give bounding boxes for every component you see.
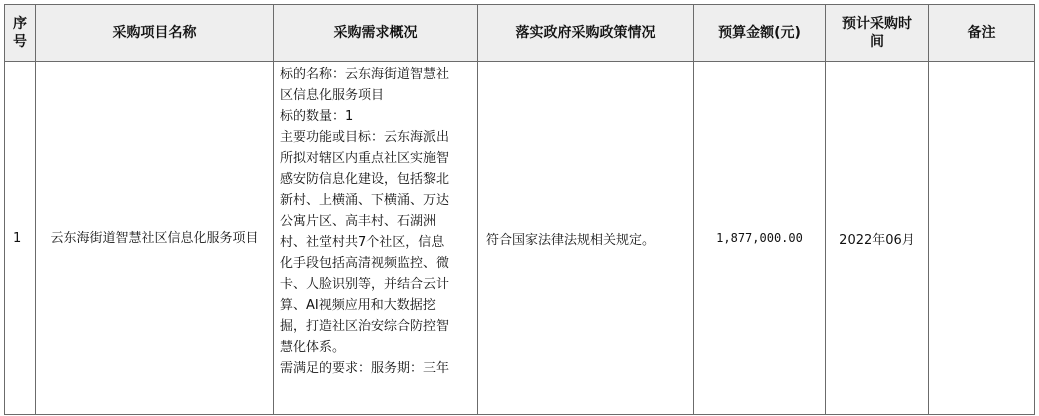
- requirement-line: 感安防信息化建设，包括黎北: [280, 172, 450, 187]
- requirement-line: 标的数量：1: [280, 109, 354, 124]
- requirement-line: 卡、人脸识别等，并结合云计: [280, 277, 450, 292]
- header-policy: 落实政府采购政策情况: [478, 5, 694, 62]
- requirement-line: 需满足的要求：服务期：三年: [280, 361, 450, 376]
- requirement-line: 所拟对辖区内重点社区实施智: [280, 151, 450, 166]
- requirement-line: 掘，打造社区治安综合防控智: [280, 319, 450, 334]
- header-seq: 序号: [5, 5, 36, 62]
- cell-project-name: 云东海街道智慧社区信息化服务项目: [36, 62, 274, 415]
- table-row: [5, 62, 1035, 415]
- procurement-plan-table: [4, 4, 1035, 415]
- header-planned-time: 预计采购时间: [826, 5, 929, 62]
- requirement-line: 主要功能或目标：云东海派出: [280, 130, 450, 145]
- cell-seq: 1: [5, 62, 36, 415]
- requirement-line: 公寓片区、高丰村、石湖洲: [280, 214, 437, 229]
- header-project-name: 采购项目名称: [36, 5, 274, 62]
- requirement-line: 标的名称：云东海街道智慧社: [280, 67, 450, 82]
- cell-budget: 1,877,000.00: [694, 62, 826, 415]
- requirement-line: 慧化体系。: [280, 340, 346, 355]
- requirement-line: 化手段包括高清视频监控、微: [280, 256, 450, 271]
- requirement-line: 新村、上横涌、下横涌、万达: [280, 193, 450, 208]
- requirement-line: 村、社堂村共7个社区，信息: [280, 235, 445, 250]
- cell-requirement: [274, 62, 478, 415]
- cell-note: [929, 62, 1035, 415]
- requirement-text-block: [280, 62, 473, 414]
- cell-planned-time: 2022年06月: [826, 62, 929, 415]
- cell-policy: 符合国家法律法规相关规定。: [478, 62, 694, 415]
- requirement-line: 区信息化服务项目: [280, 88, 385, 103]
- header-budget: 预算金额(元): [694, 5, 826, 62]
- header-note: 备注: [929, 5, 1035, 62]
- requirement-line: 算、AI视频应用和大数据挖: [280, 298, 436, 313]
- table-header-row: [5, 5, 1035, 62]
- header-requirement: 采购需求概况: [274, 5, 478, 62]
